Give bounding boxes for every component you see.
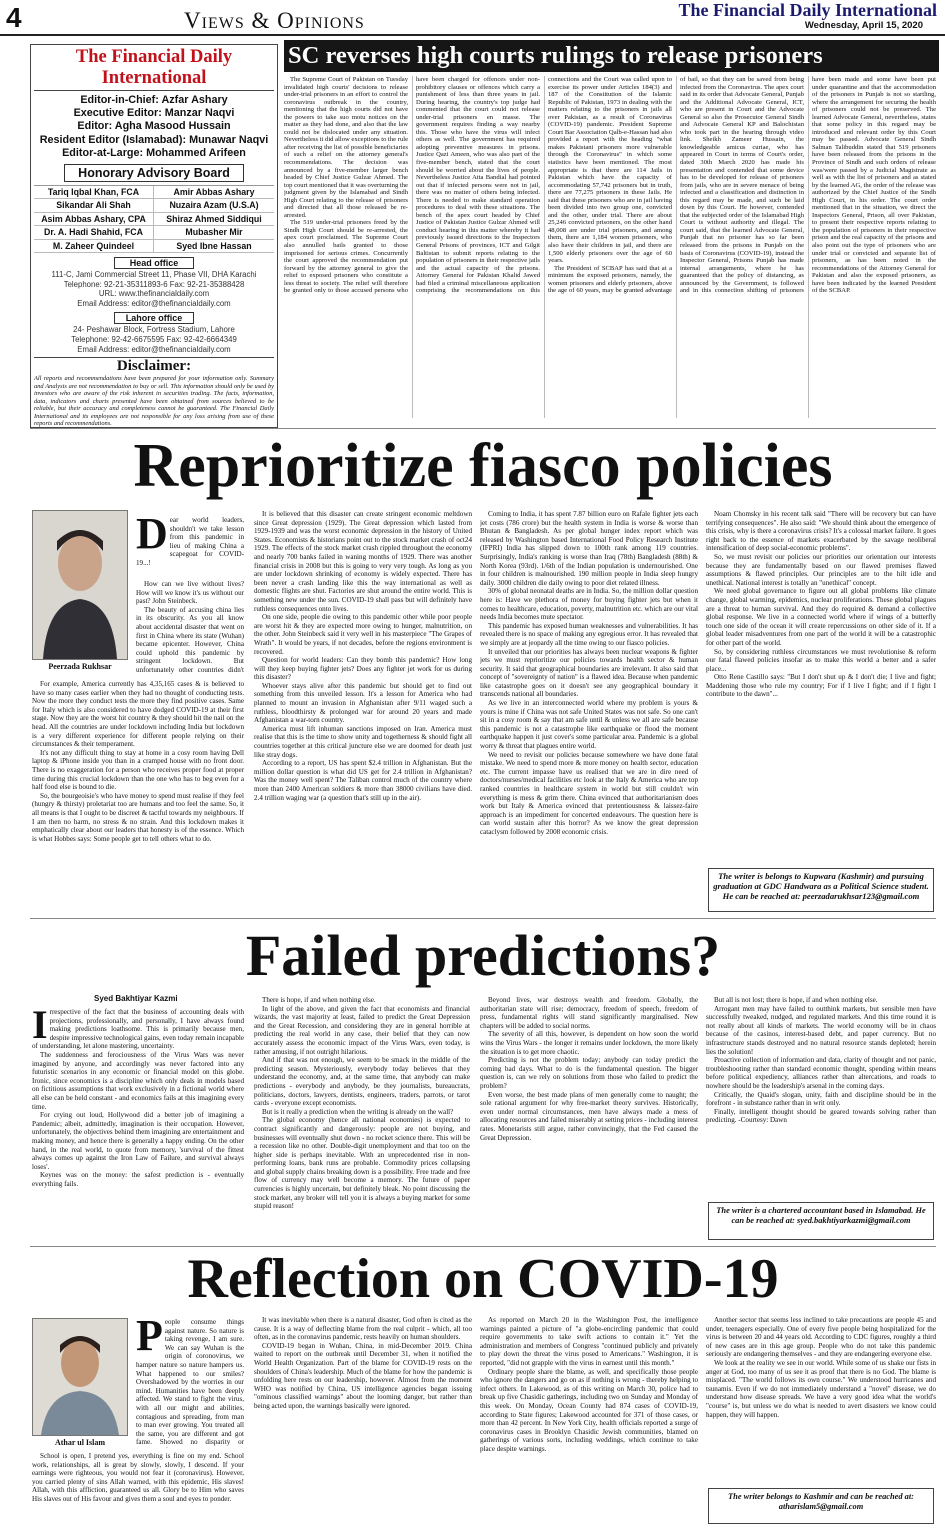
disclaimer-heading: Disclaimer: — [34, 357, 274, 375]
paragraph: The beauty of accusing china lies in its obscurity. As you all know about accidental disaster that went on first in China where its state (Wuhan) became epicenter. However, China could uphold this pandemic by stringent lockdown. But unfortunately other countries didn't — [136, 605, 244, 674]
head-office-heading: Head office — [114, 257, 194, 269]
paragraph: Proactive collection of information and data, clarity of thought and not panic, troubleshooting rather than standard economic thought, spending within means before political expediency, alliances rather than altercations, and roads to nowhere should be the leadership's arsenal in the coming days. — [706, 1056, 936, 1090]
paragraph: As reported on March 20 in the Washington Post, the intelligence warnings painted a picture of "a globe-encircling pandemic that could require governments to take swift actions to contain it." Yet the administration and members of Congress "continued publicly and privately to play down the threat the virus posed to Americans." Washington, it is reported, "did not grapple with the virus in earnest until this month." — [480, 1316, 698, 1367]
masthead-rule — [0, 34, 945, 36]
article1-author-bio: The writer is belongs to Kupwara (Kashmir) and pursuing graduation at GDC Handwara as a Political Science student. He can be reached at: peerzadarukhsar123@gmail.com — [708, 868, 934, 912]
paragraph: rrespective of the fact that the business of accounting deals with projections, professionally, and personally, I have always found making predictions loathsome. This is primarily because men, despite impressive technological gains, even today remain incapable of understanding, let alone mastering, uncertainty. — [32, 1008, 244, 1051]
dropcap: D — [136, 516, 168, 558]
paragraph: We need to revisit our policies because somewhere we have done fatal mistake. We need to spend more & more money on health sector, education etc. The current impasse have us realised that we are in dire need of doctors/nurses/medical facilities etc look at the Italy & America who are top ranked countries in healthcare system in world but still couldn't win everything is mess & grim there. China evinced that authoritarianism does work but Italy & America evinced that pretentiousness & laissez-faire approach is an impediment for concerted endeavours. The question here is can world sustain after this horror? As we know the great depression cataclysm followed by 2008 economic crisis. — [480, 750, 698, 836]
office-line: 111-C, Jami Commercial Street 11, Phase VII, DHA Karachi — [51, 270, 257, 280]
article3-col1 — [32, 1452, 244, 1526]
paragraph: It is believed that this disaster can create stringent economic meltdown since Great depression (1929). The Great depression which lasted from 1929-1939 and was the worst economic depression in the history of United States. Economists & historians point out to the stock market crash of oct24 1929. The effects of the stock market crash rippled throughout the economy and nearly 700 banks failed in waning months of 1929. There was another financial crisis in 2008 but this is going to very very tough. As long as you are under lockdown shrinking of economy is widely expected. There has been never a crash landing like this the way international as well as domestic flights are shut. Factories are shut around the entire world. This is something new under the sun. COVID-19 shall pass but will definitely have ruthless consequences onto lives. — [254, 510, 472, 613]
paragraph: We look at the reality we see in our world. While some of us shake our fists in anger at God, too many of us see it as proof that there is no God. The blame is misplaced. "The world follows its own course." We understood hurricanes and tsunamis. Even if we do not immediately understand a "novel" disease, we do understand how disease spreads. We have a very good idea what the world's "course" is, but unless we do what is needed to avert disasters we know could happen, they will happen. — [706, 1358, 936, 1419]
advisor: Shiraz Ahmed Siddiqui — [154, 213, 274, 226]
paragraph: In light of the above, and given the fact that economists and financial wizards, the vast majority at least, failed to predict the Great Depression and the Great Recession, and considering they are in general horrible at predicting the real world in any case, their belief that they can now accurately assess the economic impact of the Virus Wars, even today, is rather amusing, if not outright hilarious. — [254, 1004, 470, 1056]
paragraph: On one side, people die owing to this pandemic other while poor people are worst hit & they are expected more owing to hunger, malnutrition, on the other. John Steinbeck said it very well in his masterpiece "The Grapes of Wrath". It would be years, if not decades, before the regions environment is recovered. — [254, 613, 472, 656]
head-office-address — [34, 270, 274, 308]
article3-author-bio: The writer belongs to Kashmir and can be reached at: atharislam5@gmail.com — [708, 1488, 934, 1524]
paragraph: But is it really a prediction when the writing is already on the wall? — [262, 1107, 454, 1116]
office-line: Email Address: editor@thefinancialdaily.com — [77, 298, 231, 308]
editorial-info-box — [30, 44, 278, 428]
lahore-office-heading: Lahore office — [114, 312, 194, 324]
staff-line: Editor: Agha Masood Hussain — [77, 120, 231, 133]
dropcap: P — [136, 1318, 163, 1360]
paragraph: For crying out loud, Hollywood did a better job of imagining a Pandemic; albeit, admittedly, imagination is their occupation. However, unfortunately, the objectives behind them imagining are entertainment and making money, and hence there is generally a happy ending. On the other hand, in the real world, to quote from memory, 'survival of the fittest always comes up against the Iron Law of Failure, and survival always loses'. — [32, 1111, 244, 1171]
advisor: Mubasher Mir — [154, 226, 274, 239]
article3-lead-column — [136, 1318, 244, 1448]
paragraph: Another sector that seems less inclined to take precautions are people 45 and under, teenagers especially. One of every five people being hospitalized for the virus is between 20 and 44 years old. According to CDC figures, roughly a third of new cases are in this age group. People who do not take this pandemic seriously are endangering themselves - and they are endangering everyone else. — [706, 1316, 936, 1359]
article2-col1 — [32, 1008, 244, 1240]
paragraph: Even worse, the best made plans of men generally come to naught; the sole rational argument for why free-market theory survives. Historically, even under normal circumstances, men have always made a mess of allocating resources and failed miserably at setting prices - including interest rates. Monetarists still argue, rather convincingly, that the Fed caused the Great Depression. — [480, 1090, 698, 1142]
paragraph: The suddenness and ferociousness of the Virus Wars was never imagined by anyone, and accordingly was never factored into any futuristic scenarios in any economic or financial model on this globe. Ironic, since economics is a discipline which only deals in models based on fictitious assumptions that work exclusively in a fictional world where all else can be held constant - and economics fails at this imagining every time. — [32, 1050, 244, 1111]
article1-col3 — [480, 510, 698, 898]
lead-text: eople consume things against nature. So nature is taking revenge, I am sure. We can say Wuhan is the origin of coronovirus, we hamper nature so nature hampers us. What happened to our smiles? Overshadowed by the worries in our mind. Humanities have been deeply affected. We stand to fight the virus, with all our might and abilities, contagious and spreading, from man to man ever growing. You treated all the same, you are different and got fame. Showed no disparity or — [136, 1318, 244, 1447]
paragraph: There is hope, if and when nothing else. — [262, 996, 376, 1004]
article2-byline: Syed Bakhtiyar Kazmi — [94, 994, 178, 1003]
sc-story-headline: SC reverses high courts rulings to release prisoners — [284, 40, 939, 72]
advisor: Nuzaira Azam (U.S.A) — [154, 199, 274, 212]
paragraph: So, we must revisit our policies our priorities our orientation our interests because they are fundamentally based on our flawed premises flawed assumptions & flawed principles. Our principles are to the hilt idle and unethical. National interest is totally an "unethical" concept. — [706, 552, 936, 587]
paragraph: For example, America currently has 4,35,165 cases & is believed to have so many cases earlier when they had no thought of conducting tests. Now the more they conduct tests the more they find positive cases. Same for Italy which is also considered to have dodged COVID-19 at their first stage. Now they are the worst hit country & they should hit the nail on the head. All the countries are under lockdown including India but lockdown is a very different experience for different people relying on their circumstances & their temperament. — [32, 680, 244, 749]
author-caption: Athar ul Islam — [54, 1438, 106, 1447]
paragraph: As we live in an interconnected world where my problem is yours & yours is mine if China was not safe United States was not safe. So one can't sit in a cosy room & say that am safe until & unless we all are safe because this pandemic is not a catastrophe like earthquake or flood the moment earthquake happen it just cover's some particular area. Pandemic is a global worry & threat that plagues entire world. — [480, 699, 698, 751]
paragraph: We need global governance to figure out all global problems like climate change, global warming, epidemics, nuclear proliferations. These global plagues are a threat to human survival. And they do required & demand a collective global response. We live in a connected world where if wings of a butterfly touch one side of the ocean it will create repercussions on other side of it. If a global leader misadventures from one part of the world it will be a catastrophic for other part of the world. — [706, 587, 936, 647]
paragraph: Coming to India, it has spent 7.87 billion euro on Rafale fighter jets each jet costs (786 crore) but the health system in India is worse & worse than Bhutan & Bangladesh. As per global hunger index report which was released by Washington based International Food Policy Research Institute (IFPRI) India has slipped down to 100th rank among 119 countries. Surprisingly, India's ranking is worse than Iraq (78th) Bangladesh (88th) & North Korea (93rd). 1/6th of the Indian population is undernourished. One in four children is malnourished. 190 million people in India sleep hungry daily. 3000 children die daily owing to poor diet related illness. — [480, 510, 698, 587]
advisor: Dr. A. Hadi Shahid, FCA — [34, 226, 154, 239]
article1-headline: Reprioritize fiasco policies — [133, 432, 833, 500]
paragraph: Finally, intelligent thought should be geared towards solving rather than predicting. -Courtesy: Dawn — [706, 1107, 936, 1125]
advisory-board-heading: Honorary Advisory Board — [64, 164, 244, 182]
paragraph: So, the bourgeoisie's who have money to spend must realise if they feel (hungry & thirsty) proletariat too are humans and too feel the same. So, it all means is that I ought to be discreet & tactful towards my neighbours. If I am then no harm, no stress & no strain. And this lockdown makes it emphatically clear about our leaders that honesty is of the essence. Which is what Hobbes says: Some people get to tell others what to do. — [32, 791, 244, 843]
issue-date: Wednesday, April 15, 2020 — [804, 20, 923, 31]
article1-col2 — [254, 510, 472, 898]
paragraph: And if that was not enough, we seem to be smack in the middle of the predicting season. Mysteriously, everybody today believes that they understand the economy, and, at the same time, that anybody can make predictions - everybody and anybody, be they journalists, bureaucrats, politicians, doctors, lawyers, dentists, engineers, traders, parrots, or tarot cards - everyone except economists. — [254, 1056, 470, 1108]
staff-line: Resident Editor (Islamabad): Munawar Naqvi — [39, 133, 269, 146]
disclaimer-text: All reports and recommendations have been prepared for your information only. Summary and Analysis are not recommendation to buy or sell. This information should only be used by investors who are aware of the risk inherent in securities trading. The facts, information, data, indicators and charts presented have been obtained from sources believed to be reliable, but their accuracy and completeness cannot be guaranteed. The Financial Daily International and its employees are not responsible for any loss arising from use of these reports and recommendations. — [34, 375, 274, 428]
article2-col2 — [254, 996, 470, 1240]
dropcap: I — [32, 1008, 48, 1047]
paragraph: Otto Rene Castillo says: "But I don't shut up & I don't die; I live and fight; Maddening those who rule my country; For if I live I fight; and if I fight I contribute to the dawn"... — [706, 673, 936, 699]
paragraph: According to a report, US has spent $2.4 trillion in Afghanistan. But the million dollar question is what did US get for 2.4 trillion in Afghanistan? Was the money well spent? The Taliban control much of the country where more than 2400 American soldiers & more than 38000 civilians have died. 2.4 trillion waging war (a question that's still up in the air). — [254, 759, 472, 802]
author-photo — [32, 1318, 128, 1436]
office-line: Telephone: 92-42-6675595 Fax: 92-42-6664349 — [71, 335, 237, 345]
paragraph: This pandemic has exposed human weaknesses and vulnerabilities. It has revealed there is no space of making any egregious error. It has revealed that we simply are at jeopardy all the time owing to our fiasco policies. — [480, 621, 698, 647]
article1-col1 — [32, 680, 244, 898]
paragraph: Noam Chomsky in his recent talk said "There will be recovery but can have terrifying consequences". He also said: "We should think about the emergence of this crisis, why is there a coronavirus crisis? It's a colossal market failure. It goes right back to the essence of markets exacerbated by the savage neoliberal intensification of deep social-economic problems". — [706, 510, 936, 553]
paragraph: COVID-19 began in Wuhan, China, in mid-December 2019. China waited to report on the outbreak until December 31, when it notified the World Health Organization. Part of the blame for COVID-19 rests on the shoulders of China's leadership. Much of the blame for how the pandemic is unfolding here rests on our leadership, however. Almost from the moment WHO was notified by China, US intelligence agencies began issuing "ominous classified warnings" about the looming danger, but rather than being acted upon, the warnings basically were ignored. — [254, 1341, 472, 1410]
portrait-icon — [33, 1319, 127, 1435]
advisor: Syed Ibne Hassan — [154, 240, 274, 253]
article2-col3 — [480, 996, 698, 1240]
paragraph: It's not any difficult thing to stay at home in a cosy room having Dell laptop & iPhone inside you than in a cramped house with no front door. There is no exaggeration for a person who receives proper food at proper time during this crucial lockdown than the one who has to beg even for a half food else is bound to die. — [32, 748, 244, 792]
paragraph: Predicting is not the problem today; anybody can today predict the coming bad days. What to do is the fundamental question. The bigger question is, can we rely on solutions from those who failed to predict the problem? — [480, 1056, 698, 1090]
paragraph: America must lift inhuman sanctions imposed on Iran. America must realise that this is the time to show unity and togetherness & should fight all countries together at this critical juncture else we are doomed for death just like stray dogs. — [254, 724, 472, 759]
office-line: Telephone: 92-21-35311893-6 Fax: 92-21-35388428 — [63, 279, 245, 289]
paper-name: The Financial Daily International — [678, 0, 937, 20]
article3-headline: Reflection on COVID-19 — [187, 1248, 779, 1310]
article2-author-bio: The writer is a chartered accountant based in Islamabad. He can be reached at: syed.bakhtiyarkazmi@gmail.com — [708, 1202, 934, 1240]
paragraph: The global economy (hence all national economies) is expected to contract significantly and dangerously: people are not buying, and businesses will eventually shut down - no rocket science there. This will be a recession like no other. Double-digit unemployment and that too on the higher side is perhaps inevitable. With an unprecedented rise in non-performing loans, bank runs are probable. Commodity prices collapsing and global supply chains breaking down is a possibility. Free trade and free flow of currency may well become a memory. The future of paper currencies is highly uncertain, but definitely bleak. No point discussing the stock market, any broker will tell you it is always a buying market for some stupid reason! — [254, 1116, 470, 1211]
author-caption: Peerzada Rukhsar — [48, 662, 112, 671]
paragraph: So, by considering ruthless circumstances we must revolutionise & reform our fatal flawed policies insofar as to make this world a better and a safer place... — [706, 647, 936, 673]
infobox-title: The Financial Daily International — [34, 47, 274, 91]
staff-line: Editor-at-Large: Mohammed Arifeen — [62, 146, 246, 159]
paragraph: The President of SCBAP has said that at a minimum the exposed prisoners, namely, the women prisoners and elderly prisoners, above the age of 60 years, may be granted advantage of bail, so that they can be saved from being infected from the Coronavirus. The apex court said in its order that Advocate General, Punjab and the Additional Advocate General, ICT, who are present in Court and the Advocate General so also the Prosecutor General Sindh and Advocate General KP and Balochistan who took part in the hearing through video link. Sheikh Zameer Hussain, the knowledgeable amicus curiae, who has appeared in Court in terms of Court's order, dated 30th March 2020 has made his presentation and contended that some device has to be developed for release of prisoners from jails, who are in severe menace of being infected and a classification and distinction in this regard may be made, and such be laid down by this Court. He however, contended that the subjected order of the Islamabad High Court is without authority and illegal. The court said, that the learned Advocate General, Punjab that no prisoner has so far been released from the prisons in Punjab on the basis of Coronavirus (COVID-19), instead the Inspector General, Prisons Punjab has made internal arrangements, where he has guaranteed that the policy of distancing, as announced by the Government, is followed and in this connection shifting of prisoners have been made and some have been put under quarantine and that the accommodation of the prisoners in Punjab is not so startling, where the arrangement for securing the health of prisoners could not be preserved. The learned Advocate General, nevertheless, states that some policy in this regard may be introduced and relevant order by this Court may be passed. Advocate General Sindh Salman Talibuddin stated that 519 prisoners have been released from the prisons in the Province of Sindh and such orders of release was/were passed by a Judicial Magistrate as well as with the list of prisoners and as stated by the learned AG, the order of the release was authorized by the Chief Justice of the Sindh High Court, in his order. The court order mentioned that in the situation, we direct the Inspectors General, Prison, all over Pakistan, to present their respective reports relating to the population of prisoners in their respective prison and the real capacity of the prisons and also point out the type of prisoners who are under trial or convicted and separate list of prisoners, as has been noted in the recommendations of the Attorney General for Pakistan and also the exposed prisoners, as have been indicated by the learned President of the SCBAP. — [548, 76, 936, 295]
advisor: Tariq Iqbal Khan, FCA — [34, 186, 154, 199]
sc-story-body — [284, 76, 936, 418]
advisor: Sikandar Ali Shah — [34, 199, 154, 212]
paragraph: Critically, the Quaid's slogan, unity, faith and discipline should be in the forefront - in substance rather than in writ only. — [706, 1090, 936, 1108]
paragraph: The severity of all this, however, is dependent on how soon the world wins the Virus Wars - the longer it remains under lockdown, the more likely the situation is to get more chaotic. — [480, 1030, 698, 1056]
article3-col4 — [706, 1316, 936, 1484]
paragraph: The 519 under-trial prisoners freed by the Sindh High Court should be re-arrested, the apex court proclaimed. The Supreme Court also annulled bails granted to those imprisoned for serious crimes. Concurrently the court approved the recommendation put forward by the attorney general to give the relief to exposed prisoners who constitute a less threat to society. The relief will therefore be granted only to those accused persons who have been charged for offences under non-prohibitory clauses or offences which carry a punishment of less than three years in jail. During hearing, the country's top judge had commented that the court could not release under-trial prisoners en masse. The government requires finding a way nearby this. Those who have the virus will infect others as well. The government has required adopting preventive measures in prisons. Justice Qazi Ameen, who was also part of the five-member bench, stated that the court should be worried about the lives of people. Nevertheless Justice Atta Bandial had pointed out that if infected persons were not in jail, there was no matter of others being infected. There is needed to make standard operation procedures to deal with these situations. The bench of the apex court headed by Chief Justice of Pakistan Justice Gulzar Ahmed will conduct hearing in this matter whereby it had previously issued directions to the Inspectors General Prisons of provinces, ICT and Gilgit Baltistan to submit reports relating to the population of prisoners in their respective jails and the actual capacity of the prisons. Attorney General for Pakistan Khalid Jawed had filed a criminal miscellaneous application comprising the recommendations on this connections and the Court was called upon to exercise its power under Articles 184(3) and 187 of the Constitution of the Islamic Republic of Pakistan, 1973 in dealing with the matters relating to the prisoners in jails all over Pakistan, as a result of Coronavirus (COVID-19) pandemic. President Supreme Court Bar Association Qalb-e-Hassan had also provided a report with the heading "what makes Pakistani prisoners more vulnerable through the Coronavirus" in which some statistics have been mentioned. The most appropriate is that there are 114 Jails in Pakistan which have the capacity of accommodating 57,742 prisoners but in truth, there are 77,275 prisoners in these Jails. He said that these prisoners who are in jail having been divided into two group one, convicted and the other, under trial. There are about 25,246 convicted prisoners, on the other hand 48,008 are under trial prisoners, and among them, there are 1,184 women prisoners, who also have their children in jail, and there are 1,500 elderly prisoners over the age of 60 years. — [284, 76, 672, 295]
advisory-board-grid — [34, 185, 274, 253]
office-line: Email Address: editor@thefinancialdaily.com — [77, 344, 231, 354]
article1-col4 — [706, 510, 936, 866]
paragraph: How can we live without lives? How will we know it's us without our past? John Steinbeck. — [136, 580, 244, 606]
lahore-office-address — [34, 325, 274, 354]
section-title: Views & Opinions — [184, 8, 365, 33]
lead-text: ear world leaders, shouldn't we take lesson from this pandemic in lieu of making China a scapegoat for COVID-19...! — [136, 516, 244, 567]
staff-list — [34, 94, 274, 160]
paragraph: But all is not lost; there is hope, if and when nothing else. — [714, 996, 878, 1004]
paragraph: Keynes was on the money: the safest prediction is - eventually everything fails. — [32, 1171, 244, 1188]
paragraph: Question for world leaders: Can they bomb this pandemic? How long will they keep buying fighter jets? Does any fighter jet work for us during this disaster? — [254, 656, 472, 682]
office-line: 24- Peshawar Block, Fortress Stadium, Lahore — [73, 325, 235, 335]
office-line: URL: www.thefinancialdaily.com — [98, 289, 210, 299]
paragraph: Ordinary people share the blame, as well, and specifically those people who ignore the dangers and go on as if nothing is wrong - thereby helping to infect others. In Lakewood, as of this writing on March 30, police had to break up five Chasidic gatherings, including two on Sunday and Monday of this week. On Monday, Ocean County had 874 cases of COVID-19, according to State figures; Lakewood accounted for 371 of those cases, or more than 42 percent. In New York City, health officials reported a surge of coronavirus cases in Brooklyn Chasidic Jewish communities, blamed on gatherings of various sorts, including weddings, which continue to take place despite warnings. — [480, 1367, 698, 1453]
article1-col1-top — [136, 580, 244, 676]
page-number: 4 — [6, 2, 22, 33]
advisor: M. Zaheer Quindeel — [34, 240, 154, 253]
paragraph: It unveiled that our priorities has always been nuclear weapons & fighter jets we must reprioritize our policies towards health sector & human security. It said that geographical boundaries are irrelevant. It also said that concept of "sovereignty of nation" is a flawed idea. Because when pandemic like catastrophe goes on it doesn't see any geographical boundary it transcends national all boundaries. — [480, 647, 698, 699]
article3-col3 — [480, 1316, 698, 1526]
advisor: Amir Abbas Ashary — [154, 186, 274, 199]
advisor: Asim Abbas Ashary, CPA — [34, 213, 154, 226]
masthead — [0, 0, 945, 36]
paragraph: The Supreme Court of Pakistan on Tuesday invalidated high courts' decisions to release under-trial prisoners in an effort to control the coronavirus outbreak in the country, mentioning that the high courts did not have the powers to take suo motu notices on the matter as they had done, and also that the law could not be dislocated under any situation. Nevertheless it did allow exceptions to the rule after receiving the list of possible beneficiaries of such a relief on the attorney general's recommendations. The decision was announced by a five-member larger bench headed by Chief Justice Gulzar Ahmed. The top court mentioned that it was overturning the judgment given by the Islamabad and Sindh High Court relating to the release of prisoners and directed that all those released be re-arrested. — [284, 76, 408, 219]
staff-line: Executive Editor: Manzar Naqvi — [73, 107, 235, 120]
paragraph: School is open, I pretend yes, everything is fine on my end. School work, relationships, all is great by slowly, slowly, I descend. If your earnings were righteous, you would not fear it (coronavirus). However, you carried plenty of sins Allah warned, with this epidemic, His slaves! Allah, with this affliction, guaranteed us all. Glory be to Him who saves His slaves out of His favour and gives them a soul and eyes to ponder. — [32, 1452, 244, 1503]
paragraph: Arrogant men may have failed to outthink markets, but sensible men have successfully tweaked, nudged, and regulated markets. And this time round it is not really about all kinds of markets. The world economy will be in chaos because of the casinos, interest-based debt, and paper currency. But no infrastructure stands destroyed and no natural resource stands depleted; herein lies the solution! — [706, 1004, 936, 1056]
paragraph: Whoever stays alive after this pandemic but should get to find out something from this unveiled lesson. It's a lesson for America who had planned to mount an invasion in Afghanistan after 9/11 waged such a ruthless, bloodthirsty & prolonged war for around 20 years and made Afghanistan a war-torn country. — [254, 681, 472, 725]
article2-headline: Failed predictions? — [245, 923, 721, 988]
paragraph: Beyond lives, war destroys wealth and freedom. Globally, the authoritarian state will rise; democracy, freedom of speech, freedom of press, fundamental rights will stand significantly marginalised. New chapters will be added to social norms. — [480, 996, 698, 1030]
paragraph: It was inevitable when there is a natural disaster, God often is cited as the cause. It is a way of deflecting blame from the real culprit - which, all too often, as in the coronavirus pandemic, rests heavily on human shoulders. — [254, 1316, 472, 1342]
article2-col4 — [706, 996, 936, 1196]
paragraph: 30% of global neonatal deaths are in India. So, the million dollar question here is: Have we plethora of money for buying fighter jets but when it comes to healthcare, education, poverty, malnutrition etc. which are our vital needs India becomes mute spectator. — [480, 587, 698, 622]
staff-line: Editor-in-Chief: Azfar Ashary — [80, 94, 228, 106]
article3-col2 — [254, 1316, 472, 1526]
